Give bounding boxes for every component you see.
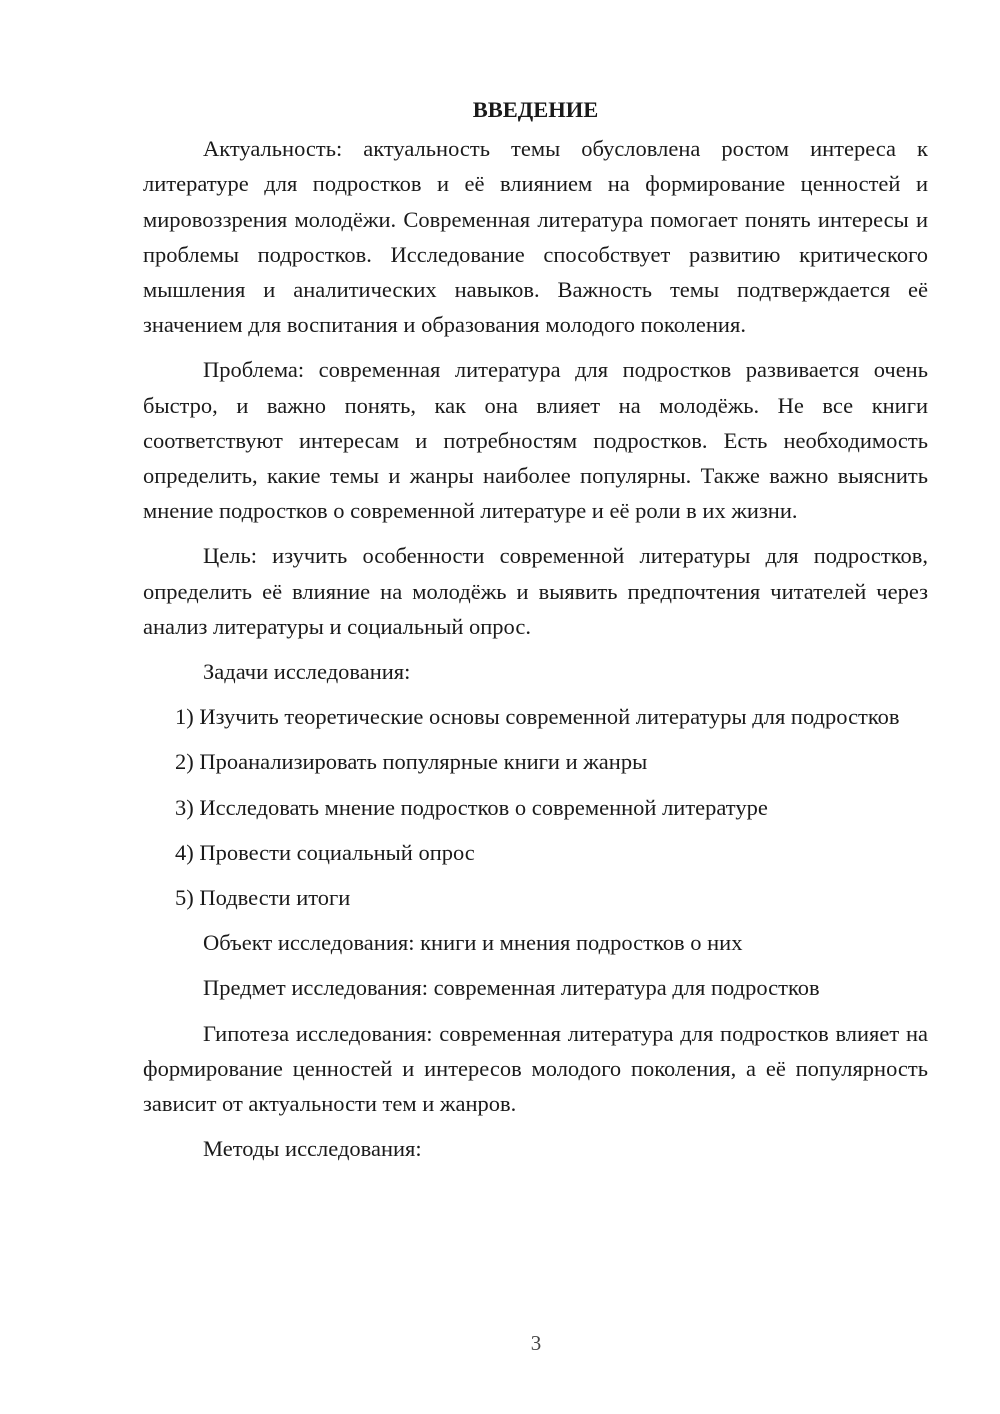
task-item: 2) Проанализировать популярные книги и жанры [175, 749, 648, 775]
page-number: 3 [530, 1331, 542, 1355]
paragraph-problem: Проблема: современная литература для подростков развивается очень быстро, и важно понять, как она влияет на молодёжь. Не все книги соответствуют интересам и потребностям подростков. Есть необходимость определить, какие темы и жанры наиболее популярны. Также важно выяснить мнение подростков о современной литературе и её роли в их жизни. [143, 357, 928, 524]
document-page [143, 92, 928, 1176]
paragraph-goal: Цель: изучить особенности современной литературы для подростков, определить её влияние на молодёжь и выявить предпочтения читателей через анализ литературы и социальный опрос. [143, 543, 928, 639]
methods-heading: Методы исследования: [203, 1136, 422, 1162]
task-item: 3) Исследовать мнение подростков о современной литературе [175, 794, 768, 820]
task-item: 4) Провести социальный опрос [175, 839, 475, 865]
research-subject: Предмет исследования: современная литература для подростков [203, 975, 820, 1001]
task-item: 1) Изучить теоретические основы современной литературы для подростков [175, 704, 900, 730]
research-object: Объект исследования: книги и мнения подростков о них [203, 930, 743, 956]
page-title: ВВЕДЕНИЕ [472, 97, 599, 122]
paragraph-relevance: Актуальность: актуальность темы обусловлена ростом интереса к литературе для подростков и её влиянием на формирование ценностей и мировоззрения молодёжи. Современная литература помогает понять интересы и проблемы подростков. Исследование способствует развитию критического мышления и аналитических навыков. Важность темы подтверждается её значением для воспитания и образования молодого поколения. [143, 136, 928, 338]
task-item: 5) Подвести итоги [175, 885, 351, 911]
research-hypothesis: Гипотеза исследования: современная литература для подростков влияет на формирование ценностей и интересов молодого поколения, а её популярность зависит от актуальности тем и жанров. [143, 1020, 928, 1117]
tasks-heading: Задачи исследования: [203, 659, 411, 685]
